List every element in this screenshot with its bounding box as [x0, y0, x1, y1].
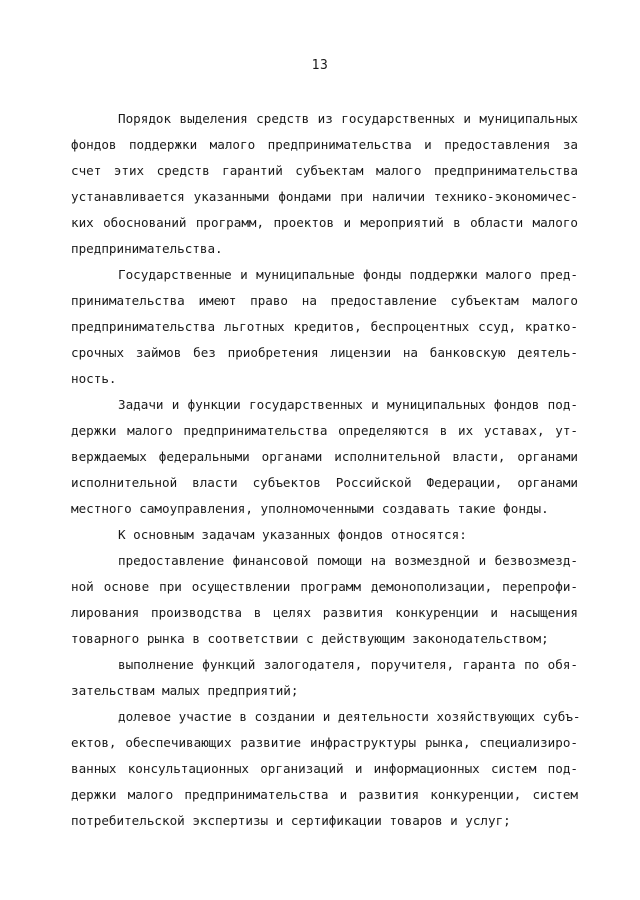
- text-line: ность.: [71, 371, 117, 386]
- text-line: Государственные и муниципальные фонды поддержки малого пред-: [118, 267, 578, 282]
- text-line: верждаемых федеральными органами исполнительной власти, органами: [71, 449, 578, 464]
- text-line: зательствам малых предприятий;: [71, 683, 299, 698]
- text-line: долевое участие в создании и деятельности хозяйствующих субъ-: [118, 709, 581, 724]
- text-line: ной основе при осуществлении программ демонополизации, перепрофи-: [71, 579, 578, 594]
- text-line: местного самоуправления, уполномоченными создавать такие фонды.: [71, 501, 549, 516]
- text-line: предпринимательства льготных кредитов, беспроцентных ссуд, кратко-: [71, 319, 578, 334]
- text-line: Порядок выделения средств из государственных и муниципальных: [118, 111, 578, 126]
- text-line: фондов поддержки малого предпринимательства и предоставления за: [71, 137, 578, 152]
- text-line: счет этих средств гарантий субъектам малого предпринимательства: [71, 163, 578, 178]
- text-line: устанавливается указанными фондами при наличии технико-экономичес-: [71, 189, 578, 204]
- text-line: Задачи и функции государственных и муниципальных фондов под-: [118, 397, 578, 412]
- text-line: держки малого предпринимательства и развития конкуренции, систем: [71, 787, 578, 802]
- text-line: предпринимательства.: [71, 241, 223, 256]
- text-line: принимательства имеют право на предоставление субъектам малого: [71, 293, 578, 308]
- text-line: К основным задачам указанных фондов относятся:: [118, 527, 467, 542]
- text-line: срочных займов без приобретения лицензии на банковскую деятель-: [71, 345, 578, 360]
- text-line: предоставление финансовой помощи на возмездной и безвозмезд-: [118, 553, 578, 568]
- text-line: товарного рынка в соответствии с действующим законодательством;: [71, 631, 549, 646]
- text-line: ких обоснований программ, проектов и мероприятий в области малого: [71, 215, 578, 230]
- text-line: выполнение функций залогодателя, поручителя, гаранта по обя-: [118, 657, 578, 672]
- text-line: лирования производства в целях развития конкуренции и насыщения: [71, 605, 578, 620]
- text-line: ванных консультационных организаций и информационных систем под-: [71, 761, 578, 776]
- text-line: ектов, обеспечивающих развитие инфраструктуры рынка, специализиро-: [71, 735, 578, 750]
- text-line: потребительской экспертизы и сертификации товаров и услуг;: [71, 813, 511, 828]
- text-line: исполнительной власти субъектов Российской Федерации, органами: [71, 475, 578, 490]
- text-line: держки малого предпринимательства определяются в их уставах, ут-: [71, 423, 578, 438]
- page-number: 13: [311, 58, 329, 73]
